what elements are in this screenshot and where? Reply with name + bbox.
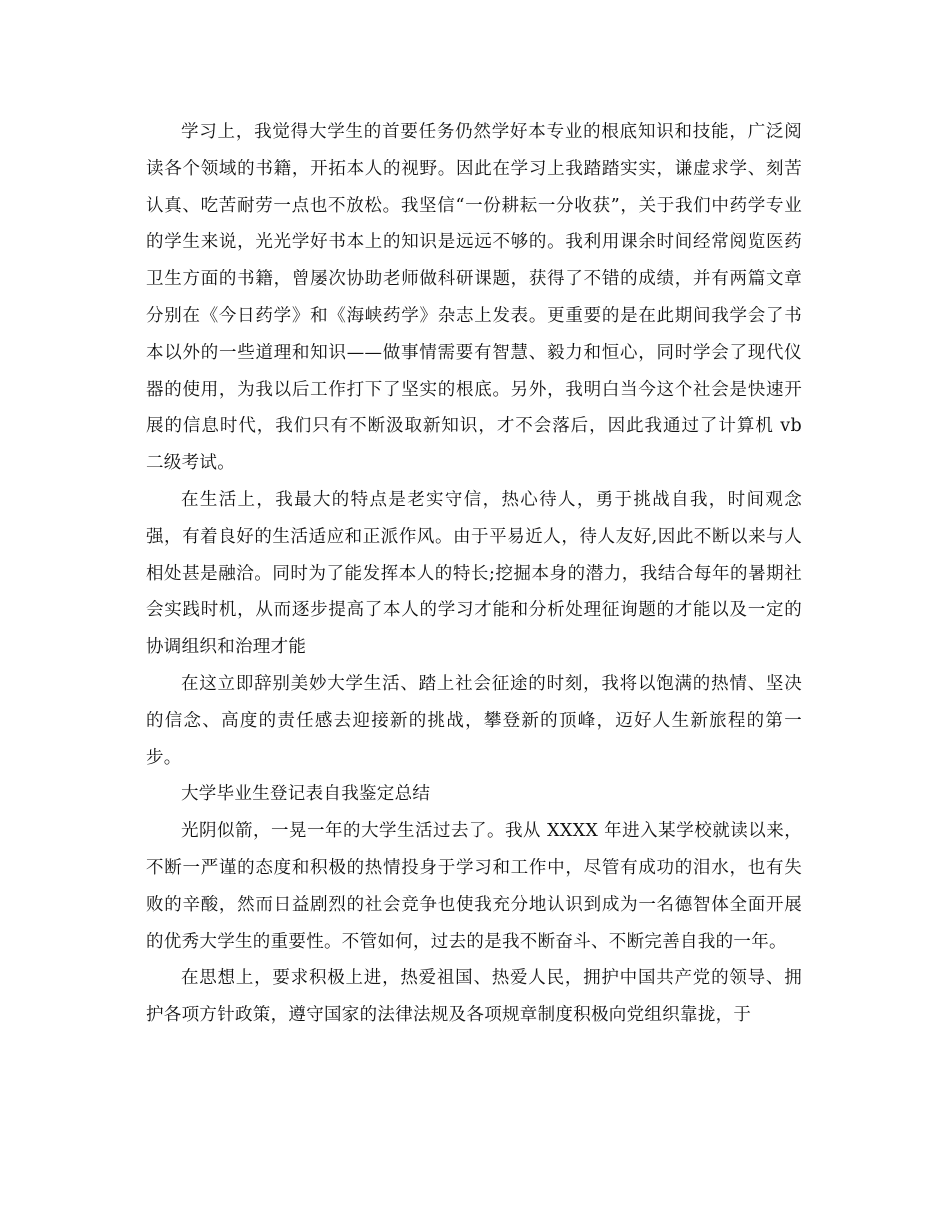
paragraph-life: 在生活上，我最大的特点是老实守信，热心待人，勇于挑战自我，时间观念强，有着良好的生活适应和正派作风。由于平易近人，待人友好,因此不断以来与人相处甚是融洽。同时为了能发挥本人的特长;挖掘本身的潜力，我结合每年的暑期社会实践时机，从而逐步提高了本人的学习才能和分析处理征询题的才能以及一定的协调组织和治理才能	[146, 489, 802, 658]
paragraph-thought: 在思想上，要求积极上进，热爱祖国、热爱人民，拥护中国共产党的领导、拥护各项方针政策，遵守国家的法律法规及各项规章制度积极向党组织靠拢，于	[146, 968, 802, 1026]
paragraph-study: 学习上，我觉得大学生的首要任务仍然学好本专业的根底知识和技能，广泛阅读各个领域的书籍，开拓本人的视野。因此在学习上我踏踏实实，谦虚求学、刻苦认真、吃苦耐劳一点也不放松。我坚信“一份耕耘一分收获”，关于我们中药学专业的学生来说，光光学好书本上的知识是远远不够的。我利用课余时间经常阅览医药卫生方面的书籍，曾屡次协助老师做科研课题，获得了不错的成绩，并有两篇文章分别在《今日药学》和《海峡药学》杂志上发表。更重要的是在此期间我学会了书本以外的一些道理和知识——做事情需要有智慧、毅力和恒心，同时学会了现代仪器的使用，为我以后工作打下了坚实的根底。另外，我明白当今这个社会是快速开展的信息时代，我们只有不断汲取新知识，才不会落后，因此我通过了计算机 vb 二级考试。	[146, 122, 802, 474]
paragraph-farewell: 在这立即辞别美妙大学生活、踏上社会征途的时刻，我将以饱满的热情、坚决的信念、高度的责任感去迎接新的挑战，攀登新的顶峰，迈好人生新旅程的第一步。	[146, 673, 802, 768]
paragraph-intro: 光阴似箭，一晃一年的大学生活过去了。我从 XXXX 年进入某学校就读以来，不断一严谨的态度和积极的热情投身于学习和工作中，尽管有成功的泪水，也有失败的辛酸，然而日益剧烈的社会竞争也使我充分地认识到成为一名德智体全面开展的优秀大学生的重要性。不管如何，过去的是我不断奋斗、不断完善自我的一年。	[146, 821, 802, 952]
section-heading: 大学毕业生登记表自我鉴定总结	[181, 784, 431, 805]
document-page	[146, 114, 802, 1034]
